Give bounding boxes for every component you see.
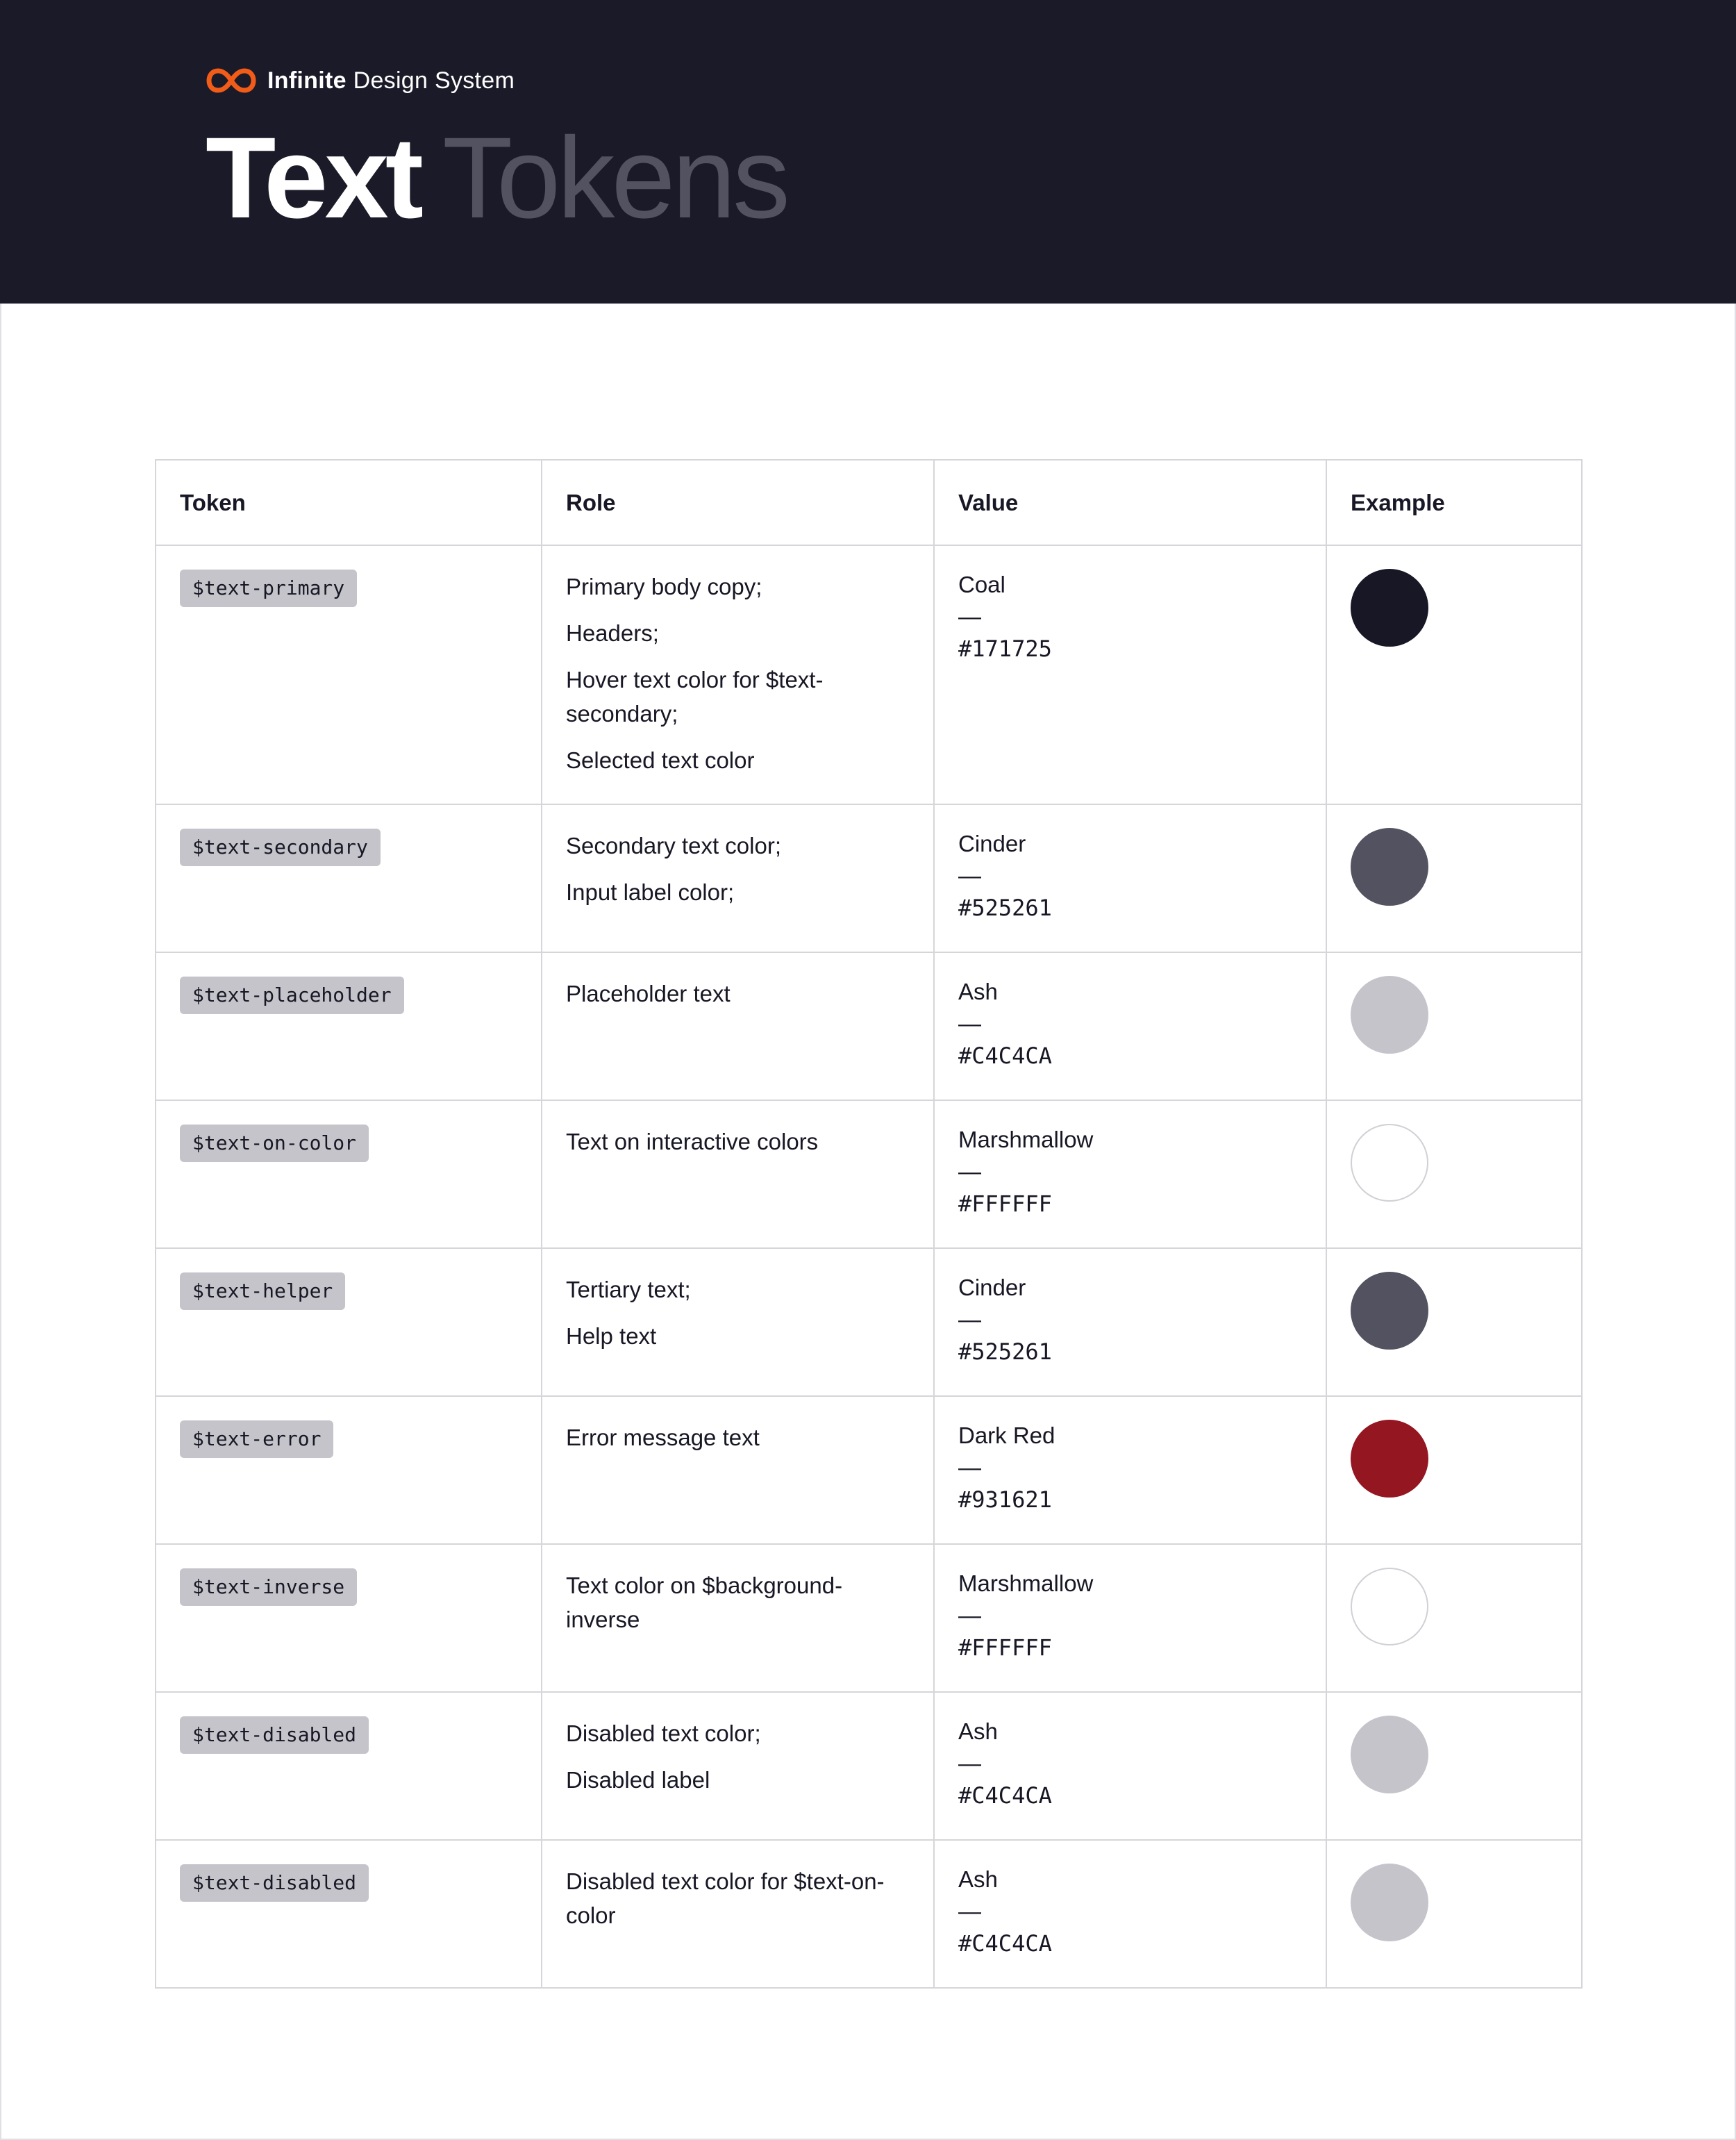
role-text: Headers; — [566, 620, 659, 646]
token-chip: $text-placeholder — [180, 977, 404, 1014]
token-cell — [156, 804, 542, 952]
table-row — [156, 1692, 1582, 1840]
value-name: Cinder — [958, 831, 1026, 856]
color-swatch — [1351, 1568, 1428, 1645]
color-swatch — [1351, 1272, 1428, 1350]
value-cell — [934, 1840, 1326, 1988]
token-chip: $text-inverse — [180, 1568, 357, 1606]
value-dash: — — [958, 604, 981, 629]
table-row — [156, 1100, 1582, 1248]
page-title-strong: Text — [206, 114, 421, 242]
role-cell — [542, 1396, 934, 1544]
role-cell — [542, 1692, 934, 1840]
example-cell — [1326, 1396, 1582, 1544]
value-cell — [934, 545, 1326, 804]
example-cell — [1326, 1692, 1582, 1840]
value-name: Marshmallow — [958, 1570, 1094, 1596]
page-title-light: Tokens — [442, 114, 787, 242]
role-text: Placeholder text — [566, 981, 731, 1006]
value-dash: — — [958, 1602, 981, 1628]
value-name: Ash — [958, 1718, 998, 1744]
value-name: Coal — [958, 572, 1005, 597]
token-cell — [156, 1100, 542, 1248]
token-chip: $text-disabled — [180, 1864, 369, 1902]
token-cell — [156, 1692, 542, 1840]
column-header-value: Value — [934, 460, 1326, 545]
value-hex: #C4C4CA — [958, 1930, 1052, 1957]
table-row — [156, 1396, 1582, 1544]
table-row — [156, 1248, 1582, 1396]
role-text: Tertiary text; — [566, 1277, 691, 1302]
role-cell — [542, 545, 934, 804]
value-dash: — — [958, 1454, 981, 1480]
color-swatch — [1351, 1420, 1428, 1498]
token-cell — [156, 545, 542, 804]
page-header — [0, 0, 1736, 304]
role-text: Input label color; — [566, 879, 735, 905]
column-header-role: Role — [542, 460, 934, 545]
role-cell — [542, 1840, 934, 1988]
token-chip: $text-on-color — [180, 1125, 369, 1162]
page-title — [206, 113, 787, 244]
value-dash: — — [958, 1750, 981, 1776]
example-cell — [1326, 1840, 1582, 1988]
role-text: Hover text color for $text-secondary; — [566, 667, 824, 727]
role-cell — [542, 1248, 934, 1396]
table-header-row — [156, 460, 1582, 545]
token-chip: $text-secondary — [180, 829, 381, 866]
color-swatch — [1351, 976, 1428, 1054]
color-swatch — [1351, 1716, 1428, 1793]
value-hex: #C4C4CA — [958, 1782, 1052, 1809]
value-dash: — — [958, 1307, 981, 1332]
token-cell — [156, 1248, 542, 1396]
value-cell — [934, 804, 1326, 952]
value-cell — [934, 1248, 1326, 1396]
token-chip: $text-error — [180, 1420, 333, 1458]
value-name: Ash — [958, 1866, 998, 1892]
role-cell — [542, 1100, 934, 1248]
value-name: Marshmallow — [958, 1127, 1094, 1152]
value-cell — [934, 1544, 1326, 1692]
brand-name-rest: Design System — [353, 67, 515, 94]
color-swatch — [1351, 569, 1428, 647]
infinity-icon — [205, 65, 258, 96]
token-cell — [156, 1840, 542, 1988]
example-cell — [1326, 545, 1582, 804]
value-cell — [934, 1396, 1326, 1544]
value-hex: #FFFFFF — [958, 1191, 1052, 1217]
role-cell — [542, 952, 934, 1100]
token-chip: $text-primary — [180, 570, 357, 607]
role-text: Disabled text color for $text-on-color — [566, 1868, 885, 1928]
color-swatch — [1351, 1124, 1428, 1202]
role-text: Secondary text color; — [566, 833, 781, 859]
table-row — [156, 952, 1582, 1100]
value-hex: #525261 — [958, 895, 1052, 921]
example-cell — [1326, 1248, 1582, 1396]
value-dash: — — [958, 1898, 981, 1924]
example-cell — [1326, 1544, 1582, 1692]
token-chip: $text-disabled — [180, 1716, 369, 1754]
token-cell — [156, 952, 542, 1100]
tokens-table — [155, 459, 1583, 1989]
value-hex: #525261 — [958, 1338, 1052, 1365]
table-row — [156, 1544, 1582, 1692]
color-swatch — [1351, 828, 1428, 906]
brand — [205, 65, 515, 96]
value-name: Ash — [958, 979, 998, 1004]
token-cell — [156, 1396, 542, 1544]
column-header-example: Example — [1326, 460, 1582, 545]
token-chip: $text-helper — [180, 1272, 345, 1310]
example-cell — [1326, 952, 1582, 1100]
value-hex: #C4C4CA — [958, 1043, 1052, 1069]
column-header-token: Token — [156, 460, 542, 545]
color-swatch — [1351, 1864, 1428, 1941]
value-cell — [934, 1100, 1326, 1248]
table-row — [156, 1840, 1582, 1988]
role-text: Text color on $background-inverse — [566, 1573, 843, 1632]
value-hex: #171725 — [958, 636, 1052, 662]
value-name: Cinder — [958, 1275, 1026, 1300]
role-cell — [542, 804, 934, 952]
value-hex: #FFFFFF — [958, 1634, 1052, 1661]
role-text: Disabled text color; — [566, 1720, 761, 1746]
example-cell — [1326, 1100, 1582, 1248]
table-body — [156, 545, 1582, 1988]
value-hex: #931621 — [958, 1486, 1052, 1513]
role-cell — [542, 1544, 934, 1692]
role-text: Selected text color — [566, 747, 755, 773]
value-dash: — — [958, 1011, 981, 1036]
role-text: Disabled label — [566, 1767, 710, 1793]
role-text: Error message text — [566, 1425, 760, 1450]
example-cell — [1326, 804, 1582, 952]
role-text: Text on interactive colors — [566, 1129, 819, 1154]
value-cell — [934, 1692, 1326, 1840]
brand-name-strong: Infinite — [267, 67, 347, 94]
value-dash: — — [958, 863, 981, 888]
role-text: Primary body copy; — [566, 574, 762, 599]
table-row — [156, 545, 1582, 804]
table-row — [156, 804, 1582, 952]
value-dash: — — [958, 1159, 981, 1184]
value-cell — [934, 952, 1326, 1100]
brand-name — [267, 67, 515, 94]
value-name: Dark Red — [958, 1422, 1055, 1448]
token-cell — [156, 1544, 542, 1692]
role-text: Help text — [566, 1323, 657, 1349]
